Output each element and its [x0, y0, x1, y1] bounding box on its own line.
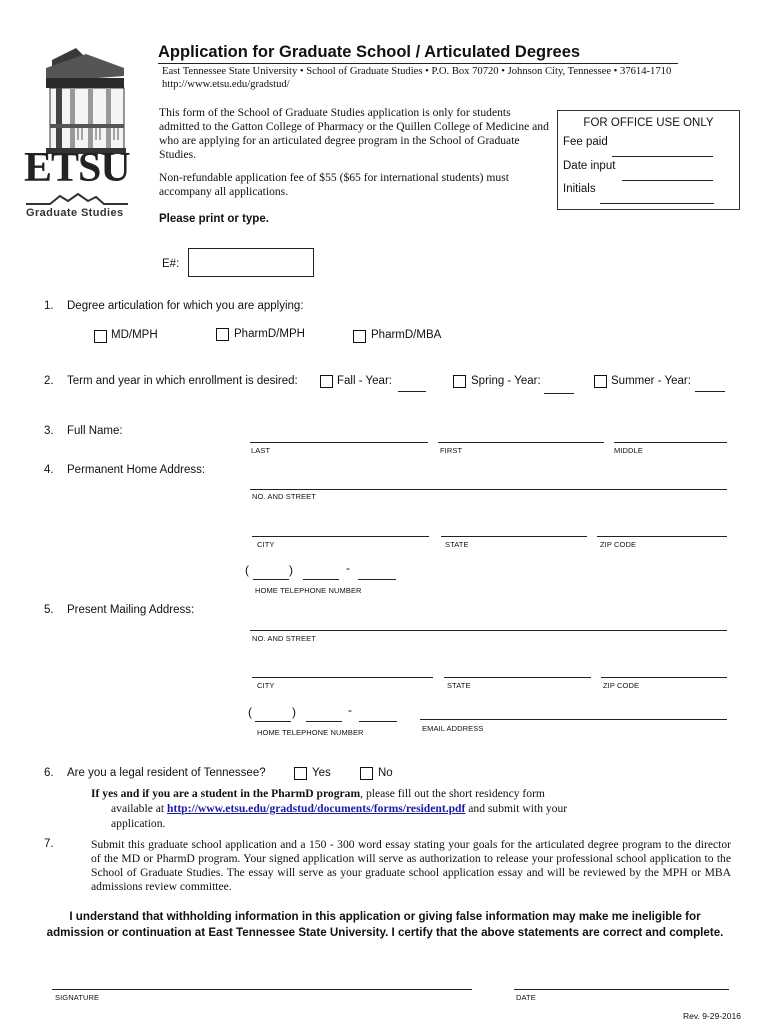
mail-city-field[interactable] [252, 677, 433, 678]
print-instruction: Please print or type. [159, 213, 269, 225]
page-title: Application for Graduate School / Articulated Degrees [158, 43, 581, 61]
title-underline [158, 63, 678, 64]
signature-field[interactable] [52, 989, 472, 990]
email-caption: EMAIL ADDRESS [422, 724, 484, 733]
mail-zip-caption: ZIP CODE [603, 681, 640, 690]
building-icon [26, 48, 128, 158]
q2-label: Term and year in which enrollment is desired: [67, 375, 298, 387]
mountain-icon [26, 192, 128, 206]
date-input-label: Date input [563, 160, 616, 172]
mail-phone-area-field[interactable] [255, 721, 291, 722]
residency-note-end: application. [111, 817, 166, 830]
etsu-logo [26, 48, 128, 223]
revision-date: Rev. 9-29-2016 [683, 1011, 741, 1021]
home-street-caption: NO. AND STREET [252, 492, 316, 501]
q5-number: 5. [44, 604, 54, 616]
mail-street-caption: NO. AND STREET [252, 634, 316, 643]
q1-number: 1. [44, 300, 54, 312]
q1-label: Degree articulation for which you are applying: [67, 300, 304, 312]
mail-phone-line-field[interactable] [359, 721, 397, 722]
date-input-field[interactable] [622, 180, 713, 181]
pharmd-mba-checkbox[interactable] [353, 330, 366, 343]
middle-name-caption: MIDDLE [614, 446, 643, 455]
residency-note-rest: , please fill out the short residency form [360, 787, 545, 800]
q7-text: Submit this graduate school application and a 150 - 300 word essay stating your goals for the articulated degree program to the director of the MD or PharmD program. Your signed application will serve as authorization to release your professional school application to the School of Graduate Studies. The essay will serve as your graduate school application essay and will be reviewed by the MPH or MBA admissions review committee. [91, 838, 731, 893]
fall-label: Fall - Year: [337, 375, 392, 387]
mail-zip-field[interactable] [601, 677, 727, 678]
enumber-input[interactable] [188, 248, 314, 277]
q6-number: 6. [44, 767, 54, 779]
fee-paid-label: Fee paid [563, 136, 608, 148]
mail-city-caption: CITY [257, 681, 275, 690]
fee-paragraph: Non-refundable application fee of $55 ($65 for international students) must accompany all applications. [159, 171, 509, 198]
logo-subtitle: Graduate Studies [26, 207, 124, 219]
mail-phone-dash: - [348, 703, 352, 717]
enumber-label: E#: [162, 258, 180, 270]
pharmd-mph-label: PharmD/MPH [234, 328, 305, 340]
summer-year-field[interactable] [695, 391, 725, 392]
spring-year-field[interactable] [544, 393, 574, 394]
logo-wordmark: ETSU [24, 145, 130, 191]
residency-note [91, 787, 691, 801]
q4-label: Permanent Home Address: [67, 464, 206, 476]
home-street-field[interactable] [250, 489, 727, 490]
home-phone-paren-open: ( [245, 563, 249, 577]
resident-yes-checkbox[interactable] [294, 767, 307, 780]
md-mph-label: MD/MPH [111, 329, 158, 341]
residency-note-line2 [111, 802, 711, 816]
home-zip-field[interactable] [597, 536, 727, 537]
resident-no-checkbox[interactable] [360, 767, 373, 780]
residency-form-link[interactable]: http://www.etsu.edu/gradstud/documents/forms/resident.pdf [167, 802, 466, 815]
first-name-field[interactable] [438, 442, 604, 443]
office-title: FOR OFFICE USE ONLY [583, 117, 714, 129]
home-phone-prefix-field[interactable] [303, 579, 339, 580]
last-name-caption: LAST [251, 446, 271, 455]
pharmd-mba-label: PharmD/MBA [371, 329, 442, 341]
q6-label: Are you a legal resident of Tennessee? [67, 767, 266, 779]
fall-year-field[interactable] [398, 391, 426, 392]
resident-yes-label: Yes [312, 767, 331, 779]
last-name-field[interactable] [250, 442, 428, 443]
date-caption: DATE [516, 993, 536, 1002]
q3-label: Full Name: [67, 425, 123, 437]
home-city-caption: CITY [257, 540, 275, 549]
header-website: http://www.etsu.edu/gradstud/ [162, 79, 290, 90]
mail-state-caption: STATE [447, 681, 471, 690]
mail-phone-paren-open: ( [248, 705, 252, 719]
date-field[interactable] [514, 989, 729, 990]
initials-field[interactable] [600, 203, 714, 204]
mail-street-field[interactable] [250, 630, 727, 631]
home-phone-area-field[interactable] [253, 579, 289, 580]
home-city-field[interactable] [252, 536, 429, 537]
q2-number: 2. [44, 375, 54, 387]
intro-paragraph: This form of the School of Graduate Studies application is only for students admitted to the Gatton College of Pharmacy or the Quillen College of Medicine and who are applying for an articulated degree program in the School of Graduate Studies. [159, 106, 549, 161]
residency-available: available at [111, 802, 168, 815]
home-phone-caption: HOME TELEPHONE NUMBER [255, 586, 362, 595]
initials-label: Initials [563, 183, 596, 195]
home-state-field[interactable] [441, 536, 587, 537]
q3-number: 3. [44, 425, 54, 437]
header-address: East Tennessee State University • School of Graduate Studies • P.O. Box 70720 • Johnson City, Tennessee • 37614-1710 [162, 66, 672, 77]
mail-phone-caption: HOME TELEPHONE NUMBER [257, 728, 364, 737]
first-name-caption: FIRST [440, 446, 463, 455]
email-field[interactable] [420, 719, 727, 720]
resident-no-label: No [378, 767, 393, 779]
certification-line2: admission or continuation at East Tennessee State University. I certify that the above statements are correct and complete. [46, 926, 724, 939]
office-use-box [557, 110, 740, 210]
home-state-caption: STATE [445, 540, 469, 549]
mail-state-field[interactable] [444, 677, 591, 678]
spring-label: Spring - Year: [471, 375, 541, 387]
summer-label: Summer - Year: [611, 375, 691, 387]
pharmd-mph-checkbox[interactable] [216, 328, 229, 341]
spring-checkbox[interactable] [453, 375, 466, 388]
q4-number: 4. [44, 464, 54, 476]
residency-note-bold: If yes and if you are a student in the PharmD program [91, 787, 361, 800]
fall-checkbox[interactable] [320, 375, 333, 388]
md-mph-checkbox[interactable] [94, 330, 107, 343]
summer-checkbox[interactable] [594, 375, 607, 388]
q7-number: 7. [44, 838, 54, 850]
mail-phone-paren-close: ) [292, 705, 296, 719]
signature-caption: SIGNATURE [55, 993, 100, 1002]
home-phone-line-field[interactable] [358, 579, 396, 580]
home-phone-dash: - [346, 561, 350, 575]
residency-submit: and submit with your [465, 802, 568, 815]
home-zip-caption: ZIP CODE [600, 540, 637, 549]
q5-label: Present Mailing Address: [67, 604, 195, 616]
mail-phone-prefix-field[interactable] [306, 721, 342, 722]
fee-paid-field[interactable] [612, 156, 713, 157]
home-phone-paren-close: ) [289, 563, 293, 577]
certification-line1: I understand that withholding information in this application or giving false information may make me ineligible for [69, 910, 701, 923]
middle-name-field[interactable] [614, 442, 727, 443]
